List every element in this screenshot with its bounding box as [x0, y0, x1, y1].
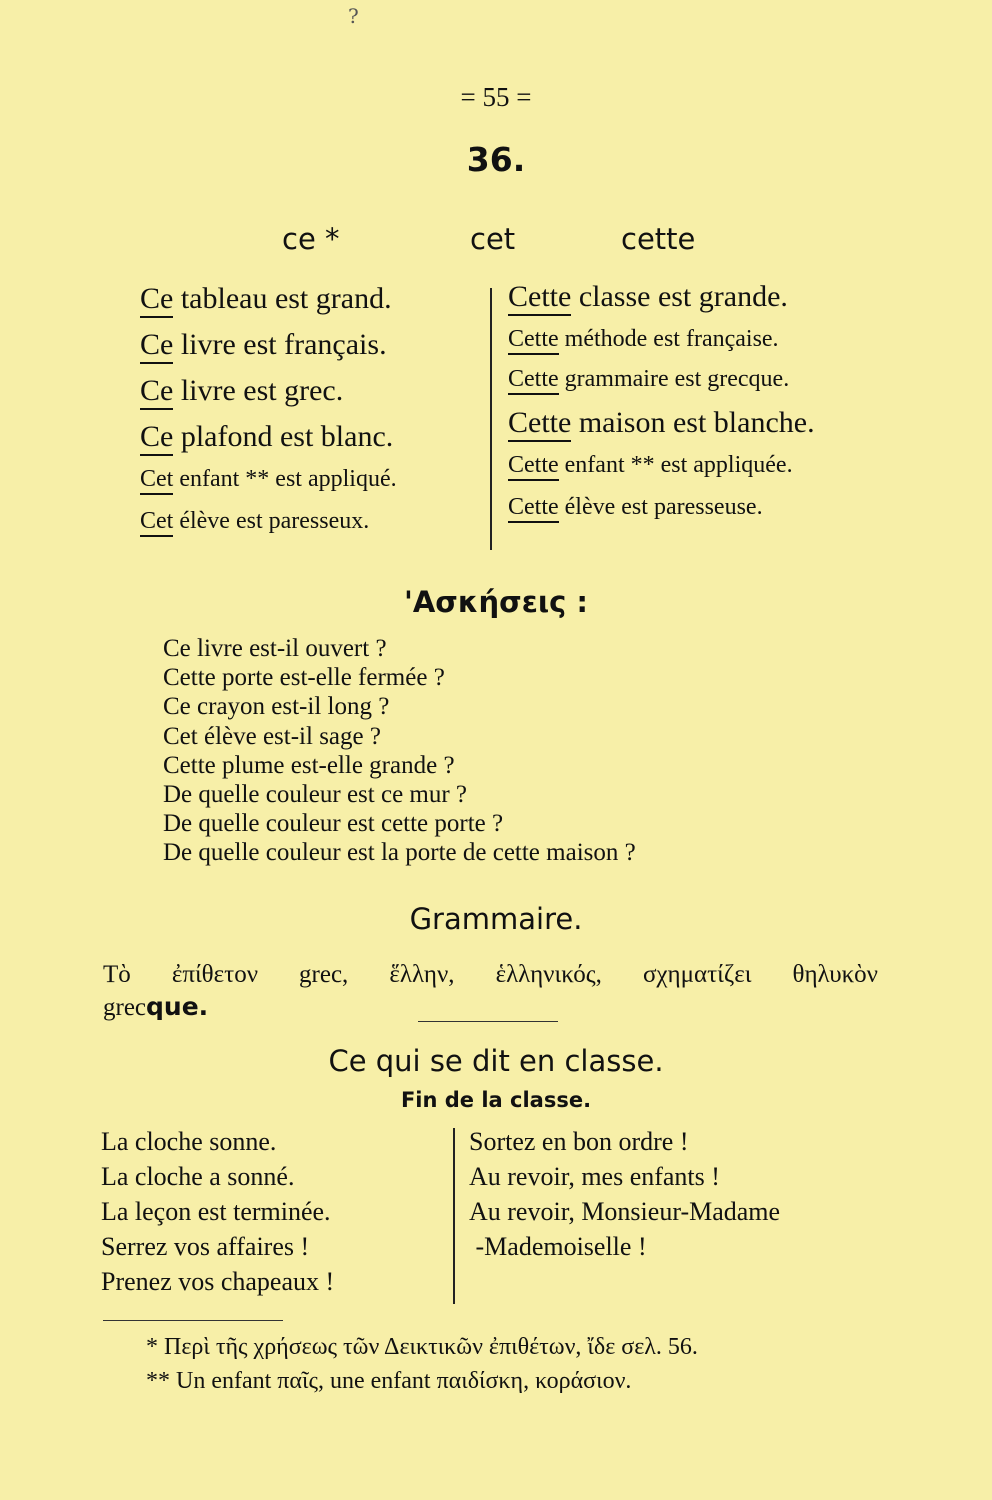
example-line: [508, 326, 779, 353]
example-rest: enfant ** est appliqué.: [173, 466, 397, 492]
example-line: [508, 366, 789, 393]
footnote-item: * Περὶ τῆς χρήσεως τῶν Δεικτικῶν ἐπιθέτων, ἴδε σελ. 56.: [146, 1334, 698, 1360]
example-rest: classe est grande.: [571, 280, 788, 313]
example-line: [508, 280, 788, 314]
example-line: [140, 508, 369, 535]
footnote-separator: [103, 1320, 283, 1321]
exercises-title: 'Ασκήσεις :: [403, 585, 589, 619]
corner-mark: ?: [348, 4, 359, 28]
grammar-text-line1: Τὸ ἐπίθετον grec, ἕλλην, ἑλληνικός, σχηματίζει θηλυκὸν: [103, 961, 878, 988]
example-line: [140, 466, 397, 493]
grammar-prefix: grec: [103, 994, 147, 1021]
classe-title: Ce qui se dit en classe.: [328, 1044, 664, 1078]
determiner: Ce: [140, 328, 173, 364]
determiner: Cette: [508, 406, 571, 442]
example-rest: enfant ** est appliquée.: [558, 452, 793, 478]
question-item: De quelle couleur est la porte de cette maison ?: [163, 839, 636, 867]
phrase-item: La cloche sonne.: [101, 1127, 277, 1156]
lesson-number: 36.: [466, 140, 526, 179]
grammar-text-line2: [103, 992, 208, 1022]
determiner: Cet: [140, 508, 173, 537]
determiner: Cette: [508, 494, 559, 523]
example-line: [140, 374, 343, 408]
footnotes: [146, 1330, 698, 1398]
phrase-item: Au revoir, Monsieur-Madame: [469, 1197, 781, 1226]
determiner: Cet: [140, 466, 173, 495]
phrase-item: Sortez en bon ordre !: [469, 1127, 689, 1156]
example-rest: livre est français.: [173, 328, 387, 361]
example-rest: livre est grec.: [173, 374, 344, 407]
section-separator: [418, 1021, 558, 1022]
phrase-item: Serrez vos affaires !: [101, 1232, 310, 1261]
example-rest: maison est blanche.: [571, 406, 815, 439]
determiner: Cette: [508, 280, 571, 316]
classe-divider: [453, 1128, 455, 1304]
column-divider: [490, 288, 492, 550]
header-word-cet: cet: [470, 222, 516, 256]
example-rest: tableau est grand.: [173, 282, 392, 315]
example-line: [508, 494, 763, 521]
example-line: [508, 406, 815, 440]
phrase-item: Prenez vos chapeaux !: [101, 1267, 335, 1296]
grammar-title: Grammaire.: [409, 902, 583, 936]
header-word-cette: cette: [621, 222, 696, 256]
phrase-item: Au revoir, mes enfants !: [469, 1162, 720, 1191]
grammar-suffix: que.: [146, 992, 209, 1021]
phrase-item: -Mademoiselle !: [469, 1232, 647, 1261]
example-rest: plafond est blanc.: [173, 420, 394, 453]
determiner: Cette: [508, 326, 559, 355]
classe-left-list: [101, 1124, 334, 1299]
header-word-ce: ce *: [282, 222, 340, 256]
example-rest: méthode est française.: [558, 326, 779, 352]
example-line: [508, 452, 793, 479]
question-item: De quelle couleur est ce mur ?: [163, 781, 468, 809]
question-item: Ce crayon est-il long ?: [163, 693, 390, 721]
exercise-questions: [163, 634, 636, 868]
determiner: Cette: [508, 452, 559, 481]
determiner: Ce: [140, 420, 173, 456]
phrase-item: La cloche a sonné.: [101, 1162, 295, 1191]
question-item: Cet élève est-il sage ?: [163, 722, 381, 750]
question-item: De quelle couleur est cette porte ?: [163, 810, 504, 838]
question-item: Cette porte est-elle fermée ?: [163, 664, 445, 692]
example-rest: élève est paresseux.: [173, 508, 370, 534]
phrase-item: La leçon est terminée.: [101, 1197, 331, 1226]
classe-right-list: [469, 1124, 780, 1264]
classe-subtitle: Fin de la classe.: [400, 1088, 592, 1112]
determiner: Cette: [508, 366, 559, 395]
example-line: [140, 420, 393, 454]
page-number: = 55 =: [460, 82, 532, 112]
question-item: Cette plume est-elle grande ?: [163, 751, 455, 779]
example-rest: élève est paresseuse.: [558, 494, 763, 520]
example-line: [140, 328, 387, 362]
question-item: Ce livre est-il ouvert ?: [163, 635, 387, 662]
determiner: Ce: [140, 282, 173, 318]
example-rest: grammaire est grecque.: [558, 366, 790, 392]
footnote-item: ** Un enfant παῖς, une enfant παιδίσκη, κοράσιον.: [146, 1368, 632, 1394]
example-line: [140, 282, 392, 316]
determiner: Ce: [140, 374, 173, 410]
